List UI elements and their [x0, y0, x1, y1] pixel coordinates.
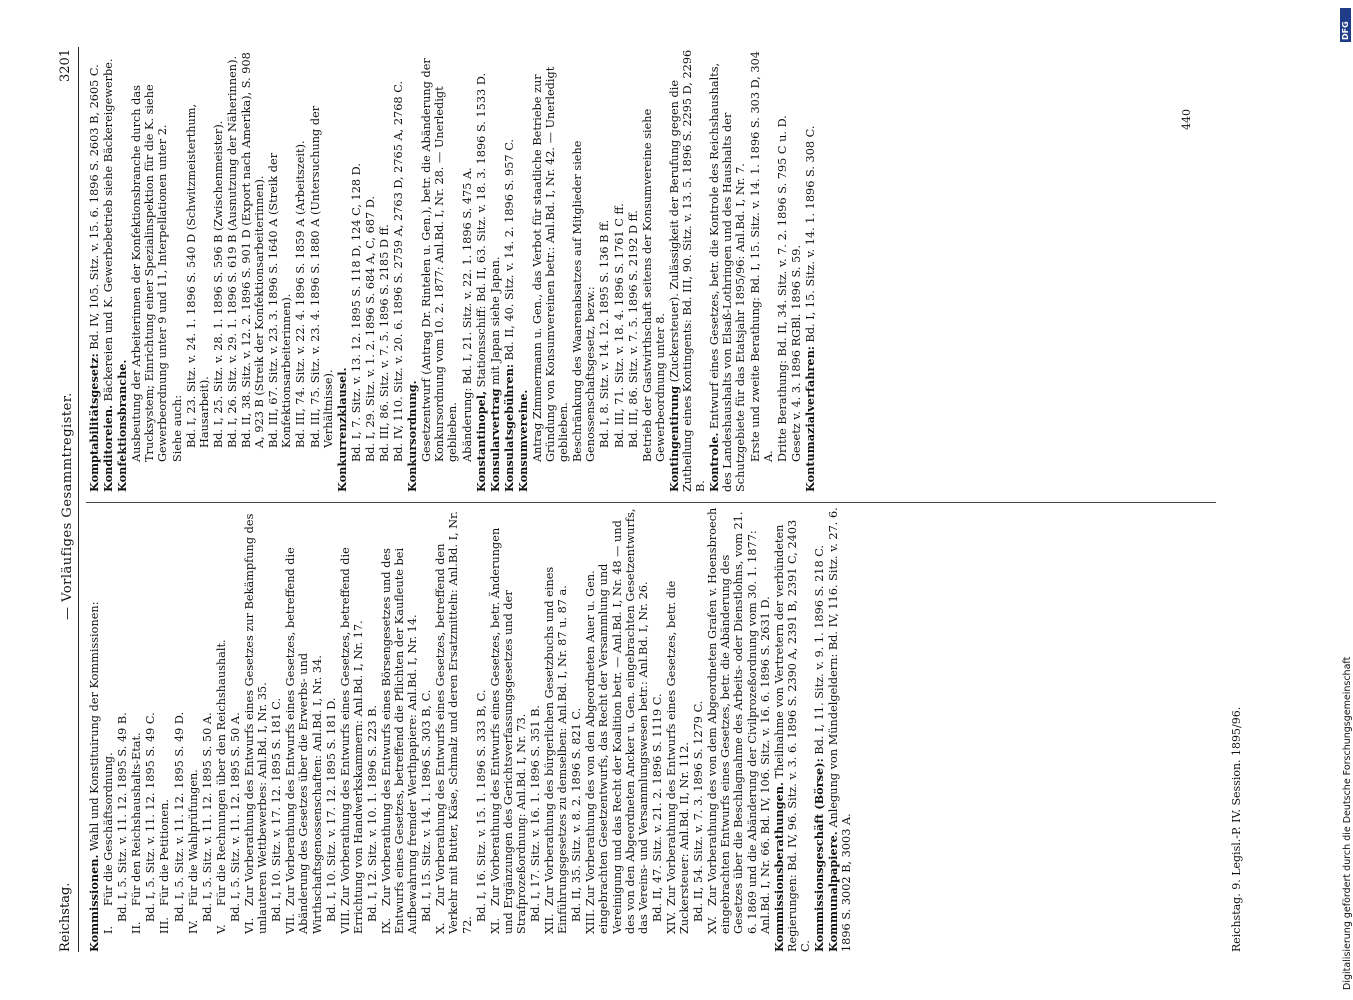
reference-line: Bd. I, 23. Sitz. v. 24. 1. 1896 S. 540 D (Schwitzmeisterthum, Hausarbeit). — [184, 103, 211, 448]
entry-text: Wahl und Konstituirung der Kommissionen: — [88, 601, 101, 851]
entry-heading: Kommissionen. — [87, 854, 101, 952]
reference-line: Bd. IV, 110. Sitz. v. 20. 6. 1896 S. 2759 A, 2763 D, 2765 A, 2768 C. — [392, 80, 406, 462]
reference-line: Bd. III, 86. Sitz. v. 7. 5. 1896 S. 2185 D ff. — [377, 224, 391, 462]
index-entry — [804, 46, 817, 492]
entry-text: Für die Petitionen. — [158, 799, 172, 906]
reference-line: Bd. I, 5. Sitz. v. 11. 12. 1895 S. 50 A. — [228, 712, 242, 922]
index-entry — [708, 46, 747, 492]
entry-text: Bd. I, 11. Sitz. v. 9. 1. 1896 S. 218 C. — [812, 544, 826, 755]
reference-line: Ausbeutung der Arbeiterinnen der Konfektionsbranche durch das Trucksystem; Einrichtung einer Spezialinspektion für die K. siehe Gewerbeordnung unter 9 und 11, Interpellationen unter 2. — [130, 84, 170, 462]
reference-line: Bd. II, 38. Sitz. v. 12. 2. 1896 S. 901 D (Export nach Amerika), S. 908 A, 923 B (Streik der Konfektionsarbeiterinnen). — [240, 52, 267, 448]
reference-line: Bd. I, 16. Sitz. v. 15. 1. 1896 S. 333 B, C. — [474, 689, 488, 922]
entry-text: Zur Vorberathung des von dem Abgeordneten Grafen v. Hoensbroech eingebrachten Entwurfs eines Gesetzes, betr. die Abänderung des Gesetzes über die Beschlagnahme des Arbeits- oder Dienstlohns, vom 21. 6. 1869 und die Abänderung der Civilprozeßordnung vom 30. 1. 1877: Anl.Bd. I, Nr. 66. Bd. IV, 106. Sitz. v. 16. 6. 1896 S. 2631 D. — [706, 507, 772, 934]
entry-text: Zur Vorberathung des bürgerlichen Gesetzbuchs und eines Einführungsgesetzes zu demselben: Anl.Bd. I, Nr. 87 u. 87 a. — [543, 566, 570, 934]
index-entry — [116, 46, 129, 492]
reference-line: Abänderung: Bd. I, 21. Sitz. v. 22. 1. 1896 S. 475 A. — [460, 167, 474, 462]
reference-line: Bd. I, 12. Sitz. v. 10. 1. 1896 S. 223 B. — [365, 705, 379, 922]
entry-heading: Kontumazialverfahren: — [802, 346, 817, 492]
index-entry — [489, 506, 528, 952]
roman-numeral: I. — [102, 925, 116, 934]
entry-heading: Konfektionsbranche. — [115, 359, 130, 492]
reference-line: Antrag Zimmermann u. Gen., das Verbot für staatliche Betriebe zur Gründung von Konsumvereinen betr.: Anl.Bd. I, Nr. 42. — Unerledigt geblieben. — [531, 66, 571, 462]
index-entry — [215, 506, 228, 952]
entry-text: Zur Vorberathung des von den Abgeordneten Auer u. Gen. eingebrachten Gesetzentwurfs, das Recht der Versammlung und Vereinigung und das Recht der Koalition betr. — Anl.Bd. I, Nr. 48 — und des von den Abgeordneten Ancker u. Gen. eingebrachten Gesetzentwurfs, das Vereins- und Versammlungswesen betr.: Anl.Bd. I, Nr. 26. — [584, 508, 650, 934]
reference-line: Beschränkung des Waarenabsatzes auf Mitglieder siehe Genossenschaftsgesetz, bezw.: — [571, 140, 598, 462]
index-entry — [773, 506, 812, 952]
index-entry — [130, 506, 143, 952]
reference-line: Bd. III, 71. Sitz. v. 18. 4. 1896 S. 1761 C ff. — [612, 203, 626, 448]
reference-line: Bd. I, 5. Sitz. v. 11. 12. 1895 S. 50 A. — [200, 712, 214, 922]
column-separator — [86, 502, 1216, 503]
reference-line: Bd. I, 29. Sitz. v. 1. 2. 1896 S. 684 A, C, 687 D. — [363, 195, 377, 462]
index-entry — [406, 46, 419, 492]
reference-line: Bd. I, 15. Sitz. v. 14. 1. 1896 S. 303 B, C. — [420, 689, 434, 922]
entry-heading: Kontingentirung — [666, 385, 681, 492]
page-number: 3201 — [58, 48, 73, 82]
index-entry — [584, 506, 649, 952]
index-entry — [706, 506, 771, 952]
index-entry — [102, 506, 115, 952]
header-left: Reichstag. — [58, 882, 73, 952]
entry-text: Für die Wahlprüfungen. — [186, 769, 200, 906]
entry-heading: Konsumvereine. — [515, 389, 530, 492]
dfg-logo — [1340, 8, 1351, 42]
index-entry — [489, 46, 502, 492]
index-entry — [668, 46, 707, 492]
entry-heading: Komptabilitätsgesetz: — [87, 353, 101, 492]
entry-text: Bd. II, 40. Sitz. v. 14. 2. 1896 S. 957 C. — [502, 138, 516, 361]
roman-numeral: XI. — [488, 917, 502, 934]
reference-line: Bd. I, 7. Sitz. v. 13. 12. 1895 S. 118 D, 124 C, 128 D. — [349, 163, 363, 462]
entry-text: Bd. I, 15. Sitz. v. 14. 1. 1896 S. 308 C. — [803, 125, 817, 343]
entry-heading: Kommissionsgeschäft (Börse): — [811, 758, 826, 952]
entry-heading: Konkurrenzklausel. — [334, 367, 349, 492]
entry-heading: Konstantinopel, — [473, 391, 488, 492]
reference-line: Bd. III, 67. Sitz. v. 23. 3. 1896 S. 1640 A (Streik der Konfektionsarbeiterinnen). — [267, 152, 294, 448]
reference-line: Bd. III, 75. Sitz. v. 23. 4. 1896 S. 1880 A (Untersuchung der Verhältnisse). — [308, 105, 335, 448]
footer-left: Reichstag. 9. Legisl.-P. IV. Session. 1895/96. — [1230, 706, 1243, 952]
index-entry — [543, 506, 569, 952]
entry-text: Zur Vorberathung des Entwurfs eines Gesetzes, betreffend die Abänderung des Gesetzes über die Erwerbs- und Wirthschaftsgenossenschaften: Anl.Bd. I, Nr. 34. — [284, 547, 324, 934]
reference-line: Bd. II, 35. Sitz. v. 8. 2. 1896 S. 821 C. — [570, 707, 584, 922]
digitization-text: Digitalisierung gefördert durch die Deutsche Forschungsgemeinschaft — [1342, 656, 1353, 990]
right-column — [88, 46, 818, 492]
roman-numeral: II. — [130, 921, 144, 934]
index-entry — [475, 46, 488, 492]
index-entry — [102, 46, 115, 492]
reference-line: Dritte Berathung: Bd. II, 34. Sitz. v. 7. 2. 1896 S. 795 C u. D. — [775, 115, 789, 462]
header-rule — [78, 47, 79, 952]
digitization-note — [1330, 10, 1353, 990]
entry-text: Für die Geschäftsordnung. — [102, 752, 116, 906]
entry-heading: Kontrole. — [707, 432, 722, 492]
entry-text: Theilnahme von Vertretern der verbündeten Regierungen: Bd. IV, 96. Sitz. v. 3. 6. 1896 S. 2390 A, 2391 B, 2391 C, 2403 C. — [772, 519, 812, 952]
index-entry — [434, 506, 473, 952]
reference-line: Siehe auch: — [170, 394, 184, 462]
roman-numeral: VII. — [284, 913, 298, 934]
entry-text: Bäckereien und K. Gewerbebetrieb siehe Bäckereigewerbe. — [102, 58, 116, 402]
entry-text: Für die Rechnungen über den Reichshaushalt. — [214, 639, 228, 906]
reference-line: Bd. III, 86. Sitz. v. 7. 5. 1896 S. 2192 D ff. — [626, 210, 640, 448]
reference-line: Bd. I, 10. Sitz. v. 17. 12. 1895 S. 181 D. — [324, 697, 338, 922]
index-entry — [187, 506, 200, 952]
dfg-logo-text: DFG — [1341, 21, 1350, 40]
left-column — [88, 506, 854, 952]
entry-text: Zur Vorberathung des Entwurfs eines Gesetzes zur Bekämpfung des unlauteren Wettbewerbes: Anl.Bd. I, Nr. 35. — [243, 513, 270, 934]
reference-line: Erste und zweite Berathung: Bd. I, 15. Sitz. v. 14. 1. 1896 S. 303 D, 304 A. — [748, 51, 775, 462]
index-entry — [813, 506, 826, 952]
entry-text: Entwurf eines Gesetzes, betr. die Kontrole des Reichshaushalts, des Landeshaushalts von Elsaß-Lothringen und des Haushalts der Schutzgebiete für das Etatsjahr 1895/96: Anl.Bd. I, Nr. 7. — [708, 62, 748, 492]
entry-heading: Kommissionsberathungen. — [771, 782, 786, 952]
roman-numeral: V. — [214, 924, 228, 934]
entry-text: Zur Vorberathung des Entwurfs eines Gesetzes, betreffend die Errichtung von Handwerkskammern: Anl.Bd. I, Nr. 17. — [338, 547, 365, 934]
roman-numeral: XIII. — [584, 908, 598, 934]
reference-line: Bd. I, 26. Sitz. v. 29. 1. 1896 S. 619 B (Ausnutzung der Näherinnen). — [225, 55, 239, 448]
index-entry — [243, 506, 269, 952]
entry-text: Zur Vorberathung des Entwurfs eines Gesetzes, betr. die Zuckersteuer: Anl.Bd. II, Nr. 112. — [664, 580, 692, 934]
entry-text: mit Japan siehe Japan. — [488, 256, 502, 385]
index-entry — [517, 46, 530, 492]
entry-heading: Konditoreien. — [101, 404, 116, 492]
reference-line: Betrieb der Gastwirthschaft seitens der Konsumvereine siehe Gewerbeordnung unter 8. — [640, 108, 667, 462]
entry-heading: Konsularvertrag — [487, 388, 502, 492]
index-entry — [336, 46, 349, 492]
index-entry — [380, 506, 419, 952]
index-entry — [827, 506, 853, 952]
entry-text: Stationsschiff: Bd. II, 63. Sitz. v. 18. 3. 1896 S. 1533 D. — [474, 72, 488, 388]
entry-text: Zur Vorberathung des Entwurfs eines Gesetzes, betr. Änderungen und Ergänzungen des Gerichtsverfassungsgesetzes und der Strafprozeßordnung: Anl.Bd. I, Nr. 73. — [488, 527, 528, 934]
entry-heading: Kommunalpapiere. — [826, 831, 841, 952]
index-entry — [503, 46, 516, 492]
entry-heading: Konsulatsgebühren: — [501, 363, 516, 492]
index-entry — [158, 506, 171, 952]
index-entry — [665, 506, 691, 952]
reference-line: Bd. I, 5. Sitz. v. 11. 12. 1895 S. 49 D. — [172, 711, 186, 922]
header-title: — Vorläufiges Gesammtregister. — [60, 392, 75, 620]
index-entry — [88, 506, 101, 952]
entry-text: Zur Vorberathung des Entwurfs eines Börsengesetzes und des Entwurfs eines Gesetzes, betreffend die Pflichten der Kaufleute bei Aufbewahrung fremder Werthpapiere: Anl.Bd. I, Nr. 14. — [379, 547, 420, 934]
roman-numeral: IV. — [186, 919, 200, 934]
roman-numeral: VIII. — [338, 908, 352, 934]
entry-text: (Zuckersteuer). Zulässigkeit der Berufung gegen die Zutheilung eines Kontingents: Bd. III, 90. Sitz. v. 13. 5. 1896 S. 2295 D, 2296 B. — [667, 49, 708, 492]
roman-numeral: XII. — [543, 913, 557, 934]
roman-numeral: XV. — [706, 916, 720, 934]
entry-text: Für den Reichshaushalts-Etat. — [130, 732, 144, 906]
reference-line: Bd. I, 10. Sitz. v. 17. 12. 1895 S. 181 C. — [270, 697, 284, 922]
reference-line: Bd. III, 74. Sitz. v. 22. 4. 1896 S. 1859 A (Arbeitszeit). — [294, 140, 308, 448]
reference-line: Bd. II, 47. Sitz. v. 21. 2. 1896 S. 1119 C. — [650, 693, 664, 922]
index-entry — [284, 506, 323, 952]
reference-line: Bd. I, 5. Sitz. v. 11. 12. 1895 S. 49 B. — [116, 712, 130, 922]
roman-numeral: VI. — [243, 917, 257, 934]
roman-numeral: X. — [434, 922, 448, 934]
index-entry — [88, 46, 101, 492]
reference-line: Bd. I, 25. Sitz. v. 28. 1. 1896 S. 596 B (Zwischenmeister). — [211, 120, 225, 448]
entry-text: Bd. IV, 105. Sitz. v. 15. 6. 1896 S. 2603 B, 2605 C. — [88, 64, 101, 350]
roman-numeral: XIV. — [664, 911, 678, 934]
reference-line: Bd. I, 8. Sitz. v. 14. 12. 1895 S. 136 B ff. — [598, 219, 612, 448]
index-entry — [339, 506, 365, 952]
entry-text: Zur Vorberathung des Entwurfs eines Gesetzes, betreffend den Verkehr mit Butter, Käse, Schmalz und deren Ersatzmitteln: Anl.Bd. I, Nr. 72. — [434, 511, 474, 934]
reference-line: Bd. II, 54. Sitz. v. 7. 3. 1896 S. 1279 C. — [692, 700, 706, 922]
footer-signature: 440 — [1180, 109, 1193, 130]
reference-line: Bd. I, 17. Sitz. v. 16. 1. 1896 S. 351 B. — [529, 705, 542, 922]
reference-line: Gesetzentwurf (Antrag Dr. Rintelen u. Gen.), betr. die Abänderung der Konkursordnung vom 10. 2. 1877: Anl.Bd. I, Nr. 28. — Unerledigt geblieben. — [420, 58, 460, 462]
entry-text: Anlegung von Mündelgeldern: Bd. IV, 116. Sitz. v. 27. 6. 1896 S. 3002 B, 3003 A. — [827, 507, 854, 952]
entry-heading: Konkursordnung. — [405, 380, 420, 492]
roman-numeral: IX. — [379, 917, 393, 934]
reference-line: Bd. I, 5. Sitz. v. 11. 12. 1895 S. 49 C. — [144, 712, 158, 922]
roman-numeral: III. — [158, 917, 172, 934]
reference-line: Gesetz v. 4. 3. 1896 RGBl. 1896 S. 59. — [789, 244, 803, 462]
